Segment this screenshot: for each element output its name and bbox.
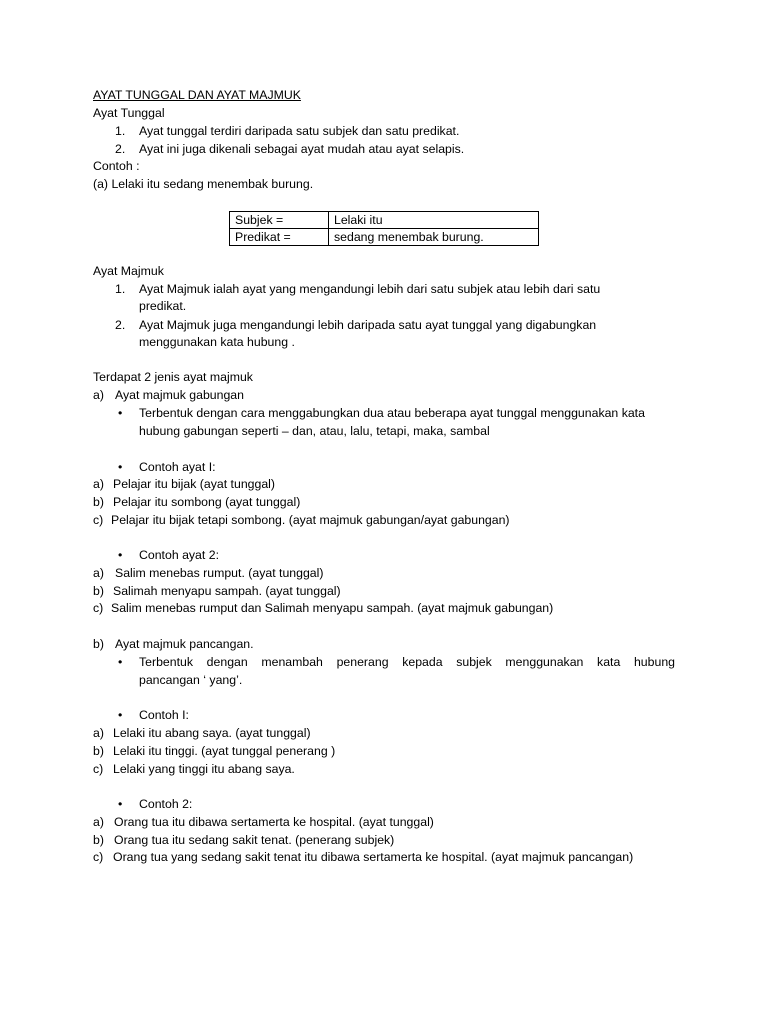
example-line: Pelajar itu bijak tetapi sombong. (ayat majmuk gabungan/ayat gabungan) — [111, 513, 510, 527]
table-cell-key: Subjek = — [230, 212, 329, 229]
list-marker: b) — [93, 584, 104, 598]
list-item-continued: predikat. — [139, 299, 187, 313]
list-marker: b) — [93, 744, 104, 758]
description-line — [139, 654, 675, 670]
example-line: Lelaki yang tinggi itu abang saya. — [113, 762, 295, 776]
example-heading: Contoh I: — [139, 708, 189, 722]
types-intro: Terdapat 2 jenis ayat majmuk — [93, 370, 253, 384]
bullet-icon: • — [118, 460, 123, 474]
description-line: pancangan ‘ yang’. — [139, 673, 243, 687]
example-heading: Contoh 2: — [139, 797, 193, 811]
list-marker: a) — [93, 388, 104, 402]
table-row — [230, 212, 539, 229]
list-marker: b) — [93, 833, 104, 847]
description-line: Terbentuk dengan cara menggabungkan dua atau beberapa ayat tunggal menggunakan kata — [139, 406, 645, 420]
bullet-icon: • — [118, 655, 123, 669]
contoh-label: Contoh : — [93, 159, 140, 173]
section-heading-tunggal: Ayat Tunggal — [93, 106, 165, 120]
list-marker: a) — [93, 477, 104, 491]
type-label-pancangan: Ayat majmuk pancangan. — [115, 637, 254, 651]
example-line: Salim menebas rumput. (ayat tunggal) — [115, 566, 324, 580]
list-item: Ayat ini juga dikenali sebagai ayat mudah atau ayat selapis. — [139, 142, 465, 156]
list-marker: c) — [93, 850, 104, 864]
list-marker: a) — [93, 566, 104, 580]
table-cell-value: Lelaki itu — [329, 212, 539, 229]
table-cell-key: Predikat = — [230, 229, 329, 246]
example-line: Lelaki itu tinggi. (ayat tunggal penerang ) — [113, 744, 336, 758]
list-marker: b) — [93, 495, 104, 509]
table-row — [230, 229, 539, 246]
bullet-icon: • — [118, 708, 123, 722]
list-marker: a) — [93, 815, 104, 829]
list-number: 1. — [115, 124, 126, 138]
list-marker: a) — [93, 726, 104, 740]
list-item-continued: menggunakan kata hubung . — [139, 335, 295, 349]
list-number: 1. — [115, 282, 126, 296]
example-heading: Contoh ayat I: — [139, 460, 216, 474]
list-item: Ayat Majmuk ialah ayat yang mengandungi lebih dari satu subjek atau lebih dari satu — [139, 282, 601, 296]
list-number: 2. — [115, 142, 126, 156]
description-line: hubung gabungan seperti – dan, atau, lalu, tetapi, maka, sambal — [139, 424, 490, 438]
bullet-icon: • — [118, 406, 123, 420]
section-heading-majmuk: Ayat Majmuk — [93, 264, 164, 278]
description-text: Terbentuk dengan menambah penerang kepada subjek menggunakan kata hubung — [139, 655, 675, 669]
bullet-icon: • — [118, 548, 123, 562]
list-marker: c) — [93, 513, 104, 527]
table-cell-value: sedang menembak burung. — [329, 229, 539, 246]
list-marker: c) — [93, 762, 104, 776]
example-line: Orang tua itu sedang sakit tenat. (penerang subjek) — [114, 833, 395, 847]
list-item: Ayat tunggal terdiri daripada satu subjek dan satu predikat. — [139, 124, 460, 138]
page-title: AYAT TUNGGAL DAN AYAT MAJMUK — [93, 88, 301, 102]
example-line: Pelajar itu sombong (ayat tunggal) — [113, 495, 301, 509]
example-sentence: (a) Lelaki itu sedang menembak burung. — [93, 177, 314, 191]
example-line: Orang tua itu dibawa sertamerta ke hospital. (ayat tunggal) — [114, 815, 434, 829]
example-line: Pelajar itu bijak (ayat tunggal) — [113, 477, 275, 491]
list-number: 2. — [115, 318, 126, 332]
bullet-icon: • — [118, 797, 123, 811]
example-line: Lelaki itu abang saya. (ayat tunggal) — [113, 726, 311, 740]
list-marker: b) — [93, 637, 104, 651]
example-line: Salimah menyapu sampah. (ayat tunggal) — [113, 584, 341, 598]
list-item: Ayat Majmuk juga mengandungi lebih daripada satu ayat tunggal yang digabungkan — [139, 318, 597, 332]
type-label-gabungan: Ayat majmuk gabungan — [115, 388, 244, 402]
example-line: Orang tua yang sedang sakit tenat itu dibawa sertamerta ke hospital. (ayat majmuk pancangan) — [113, 850, 634, 864]
subject-predicate-table — [229, 211, 539, 246]
example-line: Salim menebas rumput dan Salimah menyapu sampah. (ayat majmuk gabungan) — [111, 601, 554, 615]
list-marker: c) — [93, 601, 104, 615]
example-heading: Contoh ayat 2: — [139, 548, 219, 562]
